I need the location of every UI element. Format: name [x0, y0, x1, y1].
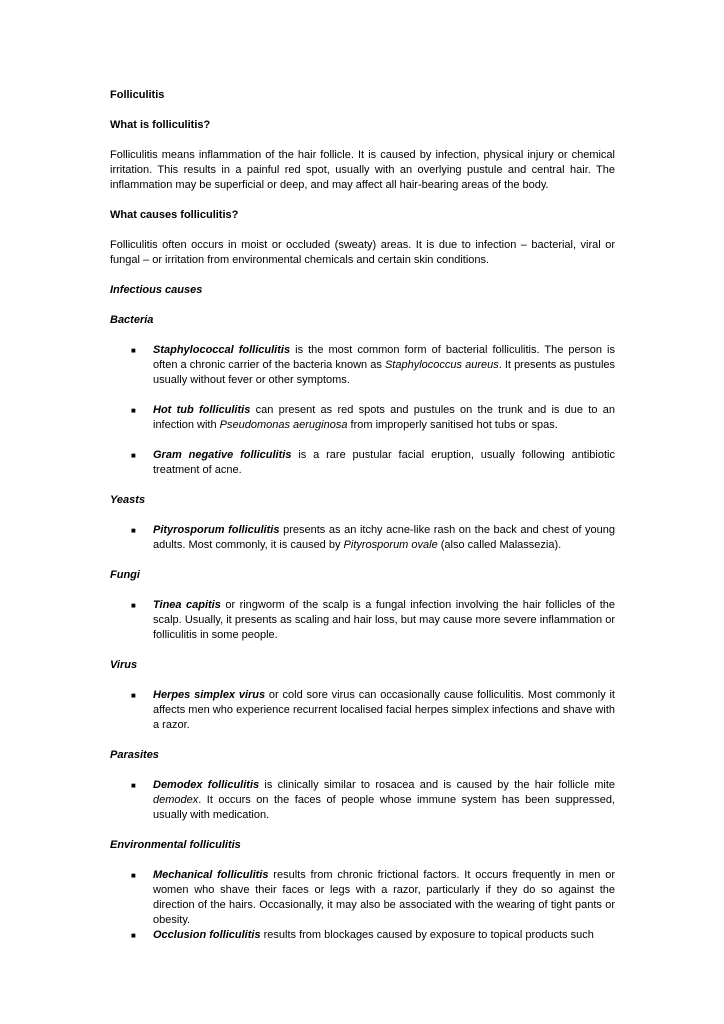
document-title: Folliculitis [110, 89, 165, 101]
item-text: results from chronic frictional factors. It occurs frequently in men or women who shave their faces or legs with a razor, particularly if they do so against the direction of the hairs. Occasionally, it may also be associated with the wearing of tight pants or obesity. [153, 869, 615, 926]
list-item [110, 448, 615, 478]
heading-environmental: Environmental folliculitis [110, 839, 241, 851]
bullet-icon: ■ [131, 691, 136, 700]
item-text: is the most common form of bacterial folliculitis. The person is often a chronic carrier of the bacteria known as [153, 344, 615, 371]
paragraph-definition: Folliculitis means inflammation of the hair follicle. It is caused by infection, physical injury or chemical irritation. This results in a painful red spot, usually with an overlying pustule and central hair. The inflammation may be superficial or deep, and may affect all hair-bearing areas of the body. [110, 149, 615, 191]
species-name: Staphylococcus aureus [384, 359, 499, 371]
item-text: . It occurs on the faces of people whose immune system has been suppressed, usually with medication. [153, 794, 615, 821]
list-item [110, 598, 615, 643]
term: Hot tub folliculitis [153, 404, 251, 416]
heading-causes: What causes folliculitis? [110, 209, 239, 221]
item-text: results from blockages caused by exposure to topical products such [260, 929, 594, 941]
bullet-icon: ■ [131, 346, 136, 355]
bullet-icon: ■ [131, 451, 136, 460]
bacteria-list [110, 343, 615, 478]
item-text: presents as an itchy acne-like rash on the back and chest of young adults. Most commonly, it is caused by [153, 524, 615, 551]
environmental-list [110, 868, 615, 943]
term: Gram negative folliculitis [153, 449, 292, 461]
item-text: (also called Malassezia). [437, 539, 562, 551]
heading-infectious-causes: Infectious causes [110, 284, 203, 296]
list-item [110, 343, 615, 388]
item-text: is clinically similar to rosacea and is caused by the hair follicle mite [259, 779, 615, 791]
list-item [110, 403, 615, 433]
bullet-icon: ■ [131, 931, 136, 940]
list-item [110, 778, 615, 823]
heading-fungi: Fungi [110, 569, 140, 581]
term: Demodex folliculitis [153, 779, 260, 791]
list-item [110, 523, 615, 553]
heading-virus: Virus [110, 659, 138, 671]
term: Staphylococcal folliculitis [153, 344, 291, 356]
heading-bacteria: Bacteria [110, 314, 154, 326]
item-text: . It presents as pustules usually without fever or other symptoms. [153, 359, 616, 386]
term: Occlusion folliculitis [153, 929, 261, 941]
bullet-icon: ■ [131, 601, 136, 610]
bullet-icon: ■ [131, 406, 136, 415]
item-text: or cold sore virus can occasionally cause folliculitis. Most commonly it affects men who experience recurrent localised facial herpes simplex infections and shave with a razor. [153, 689, 615, 731]
species-name: demodex [153, 794, 199, 806]
bullet-icon: ■ [131, 871, 136, 880]
species-name: Pseudomonas aeruginosa [219, 419, 348, 431]
list-item [110, 928, 615, 943]
heading-yeasts: Yeasts [110, 494, 146, 506]
term: Pityrosporum folliculitis [153, 524, 280, 536]
virus-list [110, 688, 615, 733]
term: Herpes simplex virus [153, 689, 266, 701]
item-text: from improperly sanitised hot tubs or spas. [347, 419, 558, 431]
document-body [110, 88, 615, 958]
term: Tinea capitis [153, 599, 221, 611]
heading-what-is: What is folliculitis? [110, 119, 211, 131]
yeasts-list [110, 523, 615, 553]
item-text: is a rare pustular facial eruption, usually following antibiotic treatment of acne. [153, 449, 615, 476]
list-item [110, 868, 615, 928]
bullet-icon: ■ [131, 526, 136, 535]
item-text: can present as red spots and pustules on the trunk and is due to an infection with [153, 404, 615, 431]
bullet-icon: ■ [131, 781, 136, 790]
paragraph-causes: Folliculitis often occurs in moist or occluded (sweaty) areas. It is due to infection – bacterial, viral or fungal – or irritation from environmental chemicals and certain skin conditions. [110, 239, 615, 266]
list-item [110, 688, 615, 733]
fungi-list [110, 598, 615, 643]
item-text: or ringworm of the scalp is a fungal infection involving the hair follicles of the scalp. Usually, it presents as scaling and hair loss, but may cause more severe inflammation or folliculitis in some people. [153, 599, 616, 641]
species-name: Pityrosporum ovale [343, 539, 438, 551]
heading-parasites: Parasites [110, 749, 159, 761]
parasites-list [110, 778, 615, 823]
term: Mechanical folliculitis [153, 869, 269, 881]
